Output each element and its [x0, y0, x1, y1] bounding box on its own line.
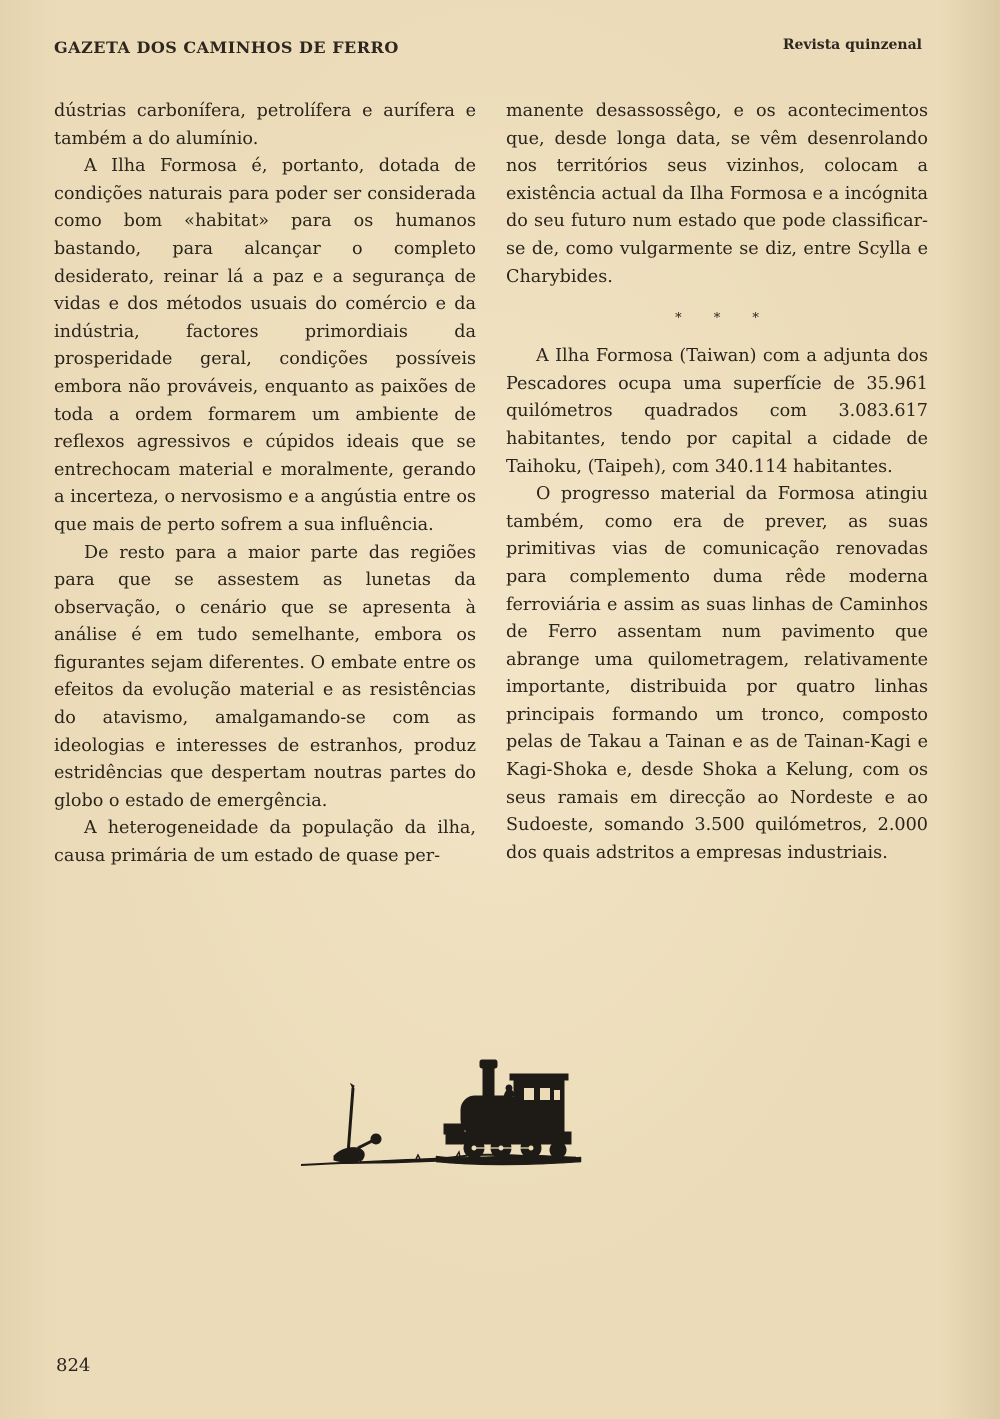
steam-locomotive-icon: [296, 1036, 596, 1176]
paragraph-formosa-conditions: A Ilha Formosa é, portanto, dotada de condições naturais para poder ser considerada como bom «habitat» para os humanos bastando, para alcançar o completo desiderato, reinar lá a paz e a segurança de vidas e dos métodos usuais do comércio e da indústria, factores primordiais da prosperidade geral, condições possíveis embora não prováveis, enquanto as paixões de toda a ordem formarem um ambiente de reflexos agressivos e cúpidos ideais que se entrechocam material e moralmente, gerando a incerteza, o nervosismo e a angústia entre os que mais de perto sofrem a sua influência.: [54, 156, 476, 535]
paragraph-island-statistics: A Ilha Formosa (Taiwan) com a adjunta dos Pescadores ocupa uma superfície de 35.961 quilómetros quadrados com 3.083.617 habitantes, tendo por capital a cidade de Taihoku, (Taipeh), com 340.114 habitantes.: [506, 346, 928, 477]
paragraph-continued: manente desassossêgo, e os acontecimentos que, desde longa data, se vêm desenrolando nos territórios seus vizinhos, colocam a existência actual da Ilha Formosa e a incógnita do seu futuro num estado que pode classificar-se de, como vulgarmente se diz, entre Scylla e Charybides.: [506, 101, 928, 287]
journal-subtitle: Revista quinzenal: [782, 37, 922, 53]
journal-title: GAZETA DOS CAMINHOS DE FERRO: [54, 38, 399, 57]
right-text-column: [506, 98, 928, 867]
paragraph-regions: De resto para a maior parte das regiões para que se assestem as lunetas da observação, o cenário que se apresenta à análise é em tudo semelhante, embora os figurantes sejam diferentes. O embate entre os efeitos da evolução material e as resistências do atavismo, amalgamando-se com as ideologias e interesses de estranhos, produz estridências que despertam noutras partes do globo o estado de emergência.: [54, 542, 476, 811]
section-separator: * * *: [675, 311, 773, 327]
paragraph-continuation: dústrias carbonífera, petrolífera e aurífera e também a do alumínio.: [54, 101, 476, 149]
paragraph-population: A heterogeneidade da população da ilha, causa primária de um estado de quase per-: [54, 818, 476, 867]
left-text-column: [54, 98, 476, 871]
page-number: 824: [56, 1355, 91, 1376]
paragraph-railways: O progresso material da Formosa atingiu também, como era de prever, as suas primitivas vias de comunicação renovadas para complemento duma rêde moderna ferroviária e assim as suas linhas de Caminhos de Ferro assentam num pavimento que abrange uma quilometragem, relativamente importante, distribuida por quatro linhas principais formando um tronco, composto pelas de Takau a Tainan e as de Tainan-Kagi e Kagi-Shoka e, desde Shoka a Kelung, com os seus ramais em direcção ao Nordeste e ao Sudoeste, somando 3.500 quilómetros, 2.000 dos quais adstritos a empresas industriais.: [506, 484, 928, 863]
